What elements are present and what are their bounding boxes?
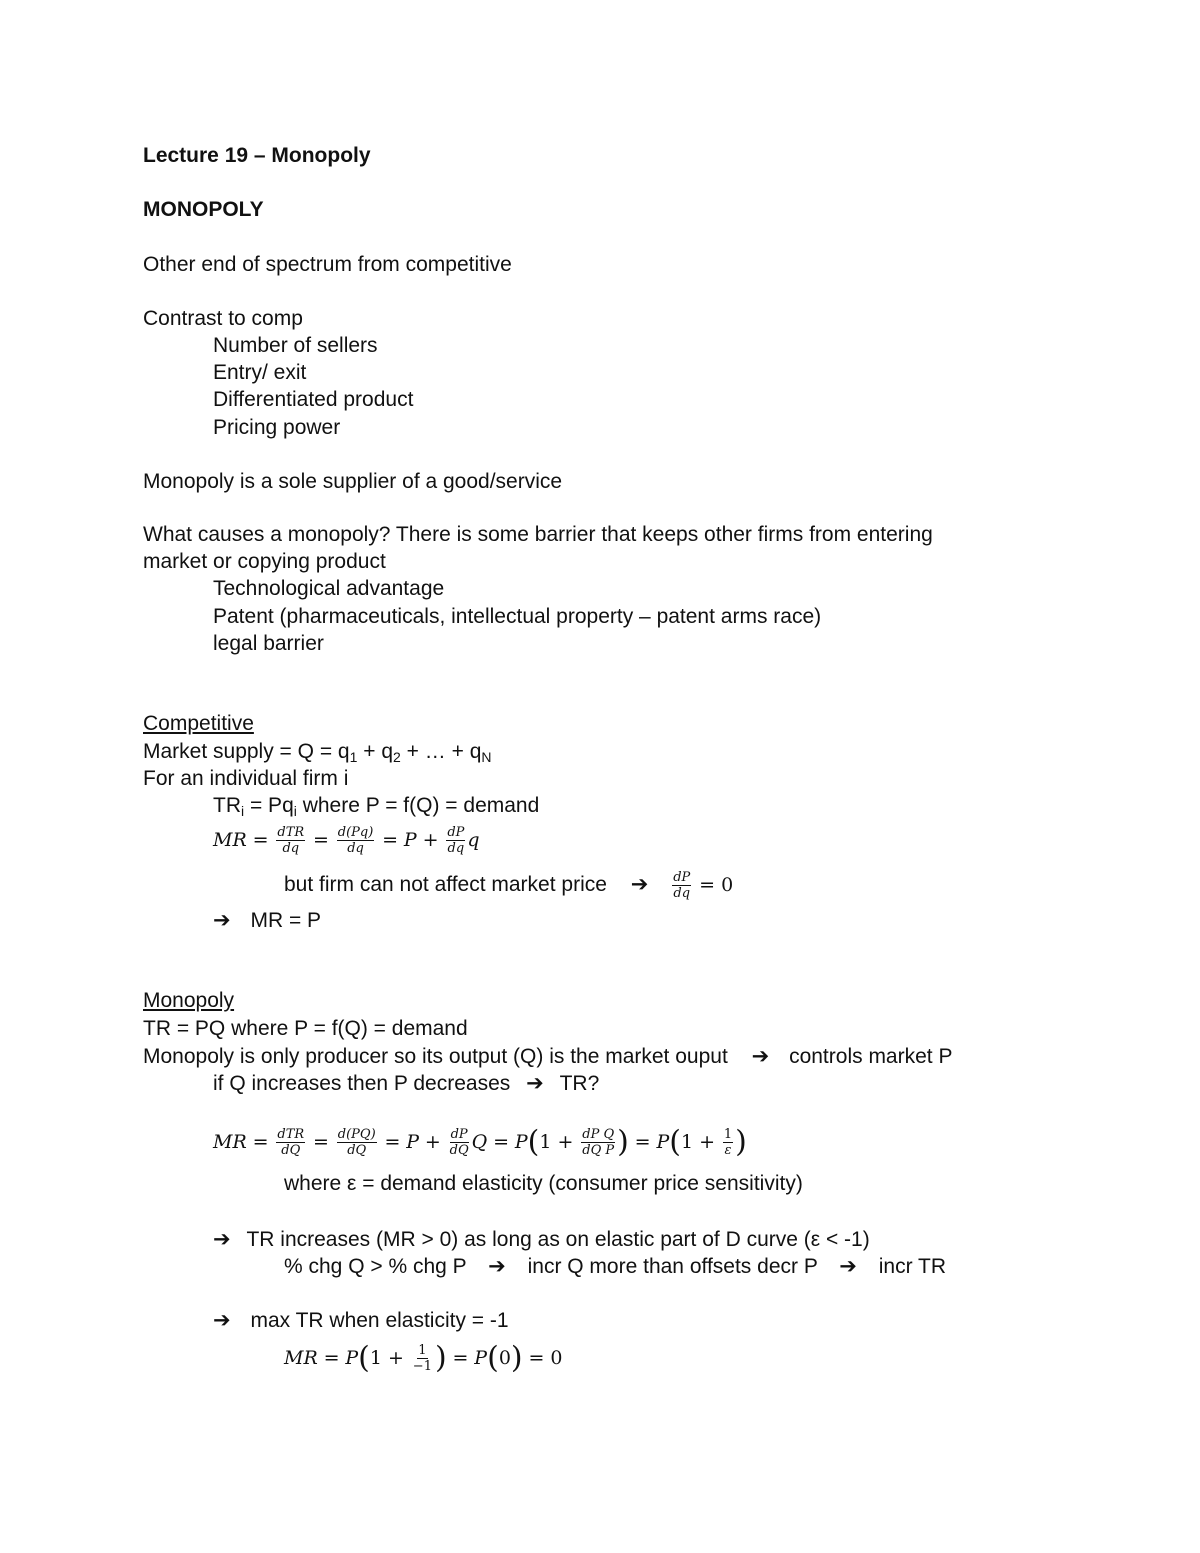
section-heading: MONOPOLY [143,198,264,221]
intro-text: Other end of spectrum from competitive [143,253,512,276]
mr-equation-competitive: MR = $\frac{\text{dTR}}{dq}$ = $\frac{d(Pq)}{dq}$ = P + $\frac{dP}{dq}$ q [213,824,480,856]
mr-equation-monopoly: MR = $\frac{\text{dTR}}{dQ}$ = $\frac{d(PQ)}{dQ}$ = P + $\frac{dP}{dQ}$ Q = P(1 + $\frac{\text{dP Q}}{\text{dQ P}}$ ) = P(1 + $\frac{1}{\varepsilon}$ ) [213,1124,747,1160]
pct-change-line: % chg Q > % chg P ➔ incr Q more than offsets decr P ➔ incr TR [284,1254,947,1278]
causes-item: Technological advantage [213,577,445,600]
contrast-item: Differentiated product [213,388,414,411]
market-supply-line: Market supply = $Q = q_1 + q_2$ + … + $q_N$ [143,740,492,765]
contrast-item: Pricing power [213,416,341,439]
causes-item: legal barrier [213,632,324,655]
arrow-icon: ➔ [488,1254,506,1278]
arrow-icon: ➔ [630,872,649,896]
monopoly-q-increase-line: if Q increases then P decreases ➔ TR? [213,1071,600,1095]
arrow-icon: ➔ [526,1071,544,1095]
elasticity-definition: where ε = demand elasticity (consumer price sensitivity) [284,1172,803,1195]
arrow-icon: ➔ [839,1254,857,1278]
monopoly-tr-line: TR = PQ where P = f(Q) = demand [143,1017,468,1040]
competitive-heading: Competitive [143,712,254,735]
firm-price-line: but firm can not affect market price ➔ $\frac{dP}{dq}$ = 0 [284,869,734,901]
causes-item: Patent (pharmaceuticals, intellectual property – patent arms race) [213,605,822,628]
tr-firm-line: $TR_i = Pq_i$ where P = f(Q) = demand [213,794,540,819]
mr-max-equation: MR = P(1 + $\frac{1}{-1}$ ) = P(0) = 0 [284,1340,563,1376]
causes-line: What causes a monopoly? There is some barrier that keeps other firms from entering [143,523,933,546]
tr-increases-line: ➔ TR increases (MR > 0) as long as on elastic part of D curve (ε < -1) [213,1227,870,1251]
contrast-item: Number of sellers [213,334,378,357]
arrow-icon: ➔ [213,1308,231,1332]
lecture-title: Lecture 19 – Monopoly [143,144,371,167]
mr-equals-p-line: ➔ MR = P [213,908,322,932]
contrast-item: Entry/ exit [213,361,307,384]
arrow-icon: ➔ [213,908,231,932]
monopoly-producer-line: Monopoly is only producer so its output (Q) is the market ouput ➔ controls market P [143,1044,953,1068]
definition-text: Monopoly is a sole supplier of a good/service [143,470,563,493]
causes-line: market or copying product [143,550,386,573]
arrow-icon: ➔ [213,1227,231,1251]
arrow-icon: ➔ [751,1044,770,1068]
max-tr-line: ➔ max TR when elasticity = -1 [213,1308,509,1332]
individual-firm-line: For an individual firm i [143,767,349,790]
contrast-label: Contrast to comp [143,307,303,330]
monopoly-heading: Monopoly [143,989,235,1012]
